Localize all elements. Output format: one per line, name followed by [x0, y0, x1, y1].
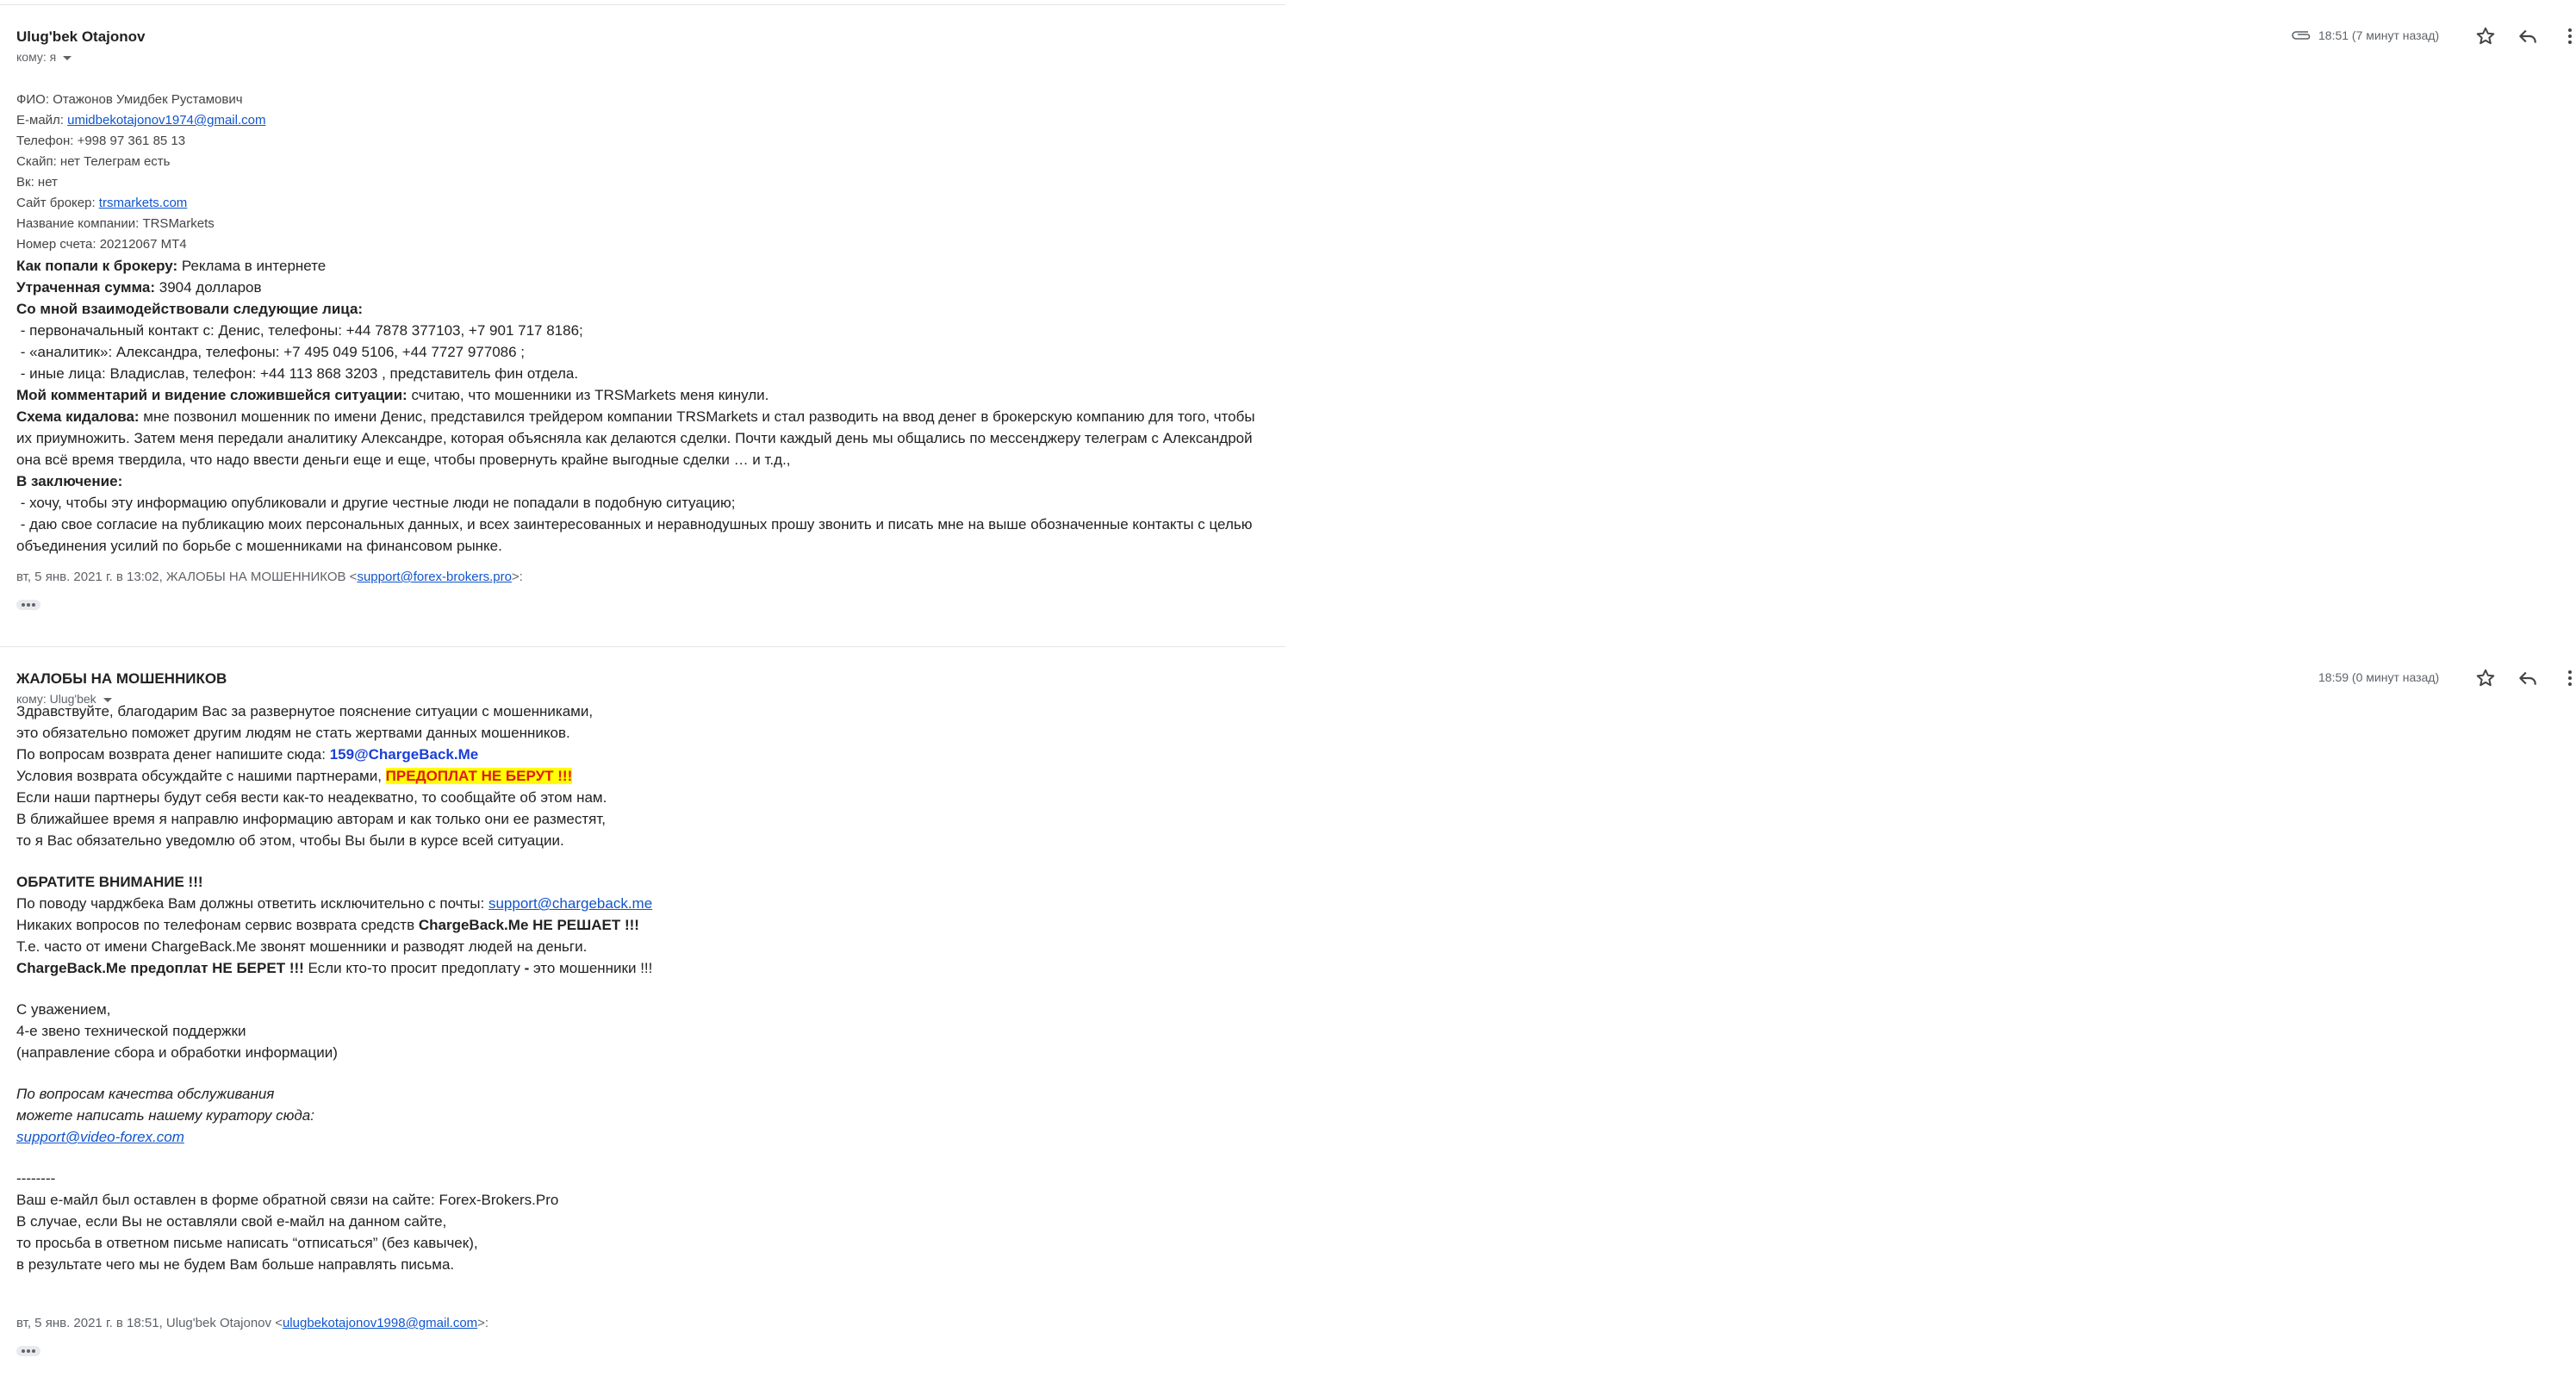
quoted-header: вт, 5 янв. 2021 г. в 13:02, ЖАЛОБЫ НА МОШЕННИКОВ <support@forex-brokers.pro>:: [16, 570, 523, 584]
recipient-label: кому: Ulug'bek: [16, 692, 96, 706]
recipient-label: кому: я: [16, 50, 57, 64]
message-time: 18:59 (0 минут назад): [2318, 670, 2440, 684]
chevron-down-icon[interactable]: [63, 56, 72, 60]
body-line: Т.е. часто от имени ChargeBack.Me звонят мошенники и разводят людей на деньги.: [16, 938, 588, 955]
person-item: - «аналитик»: Александра, телефоны: +7 495 049 5106, +44 7727 977086 ;: [16, 344, 526, 360]
reply-icon[interactable]: [2517, 667, 2539, 689]
signature-line: С уважением,: [16, 1001, 111, 1018]
field-broker-site: Сайт брокер: trsmarkets.com: [16, 196, 188, 210]
video-forex-link[interactable]: support@video-forex.com: [16, 1129, 184, 1145]
field-account: Номер счета: 20212067 MT4: [16, 237, 187, 252]
field-company: Название компании: TRSMarkets: [16, 216, 215, 231]
body-line: По вопросам возврата денег напишите сюда: 159@ChargeBack.Me: [16, 746, 479, 763]
comment: Мой комментарий и видение сложившейся ситуации: считаю, что мошенники из TRSMarkets меня кинули.: [16, 387, 769, 403]
field-skype: Скайп: нет Телеграм есть: [16, 154, 171, 169]
show-trimmed-content-button[interactable]: [16, 1346, 40, 1356]
persons-heading: Со мной взаимодействовали следующие лица:: [16, 301, 364, 317]
email-message-2: [0, 647, 2440, 1389]
person-item: - иные лица: Владислав, телефон: +44 113 868 3203 , представитель фин отдела.: [16, 365, 579, 382]
body-line: это обязательно поможет другим людям не стать жертвами данных мошенников.: [16, 725, 570, 741]
email-message-1: [0, 0, 2440, 646]
body-line: По поводу чарджбека Вам должны ответить исключительно с почты: support@chargeback.me: [16, 895, 653, 912]
field-phone: Телефон: +998 97 361 85 13: [16, 134, 186, 148]
signature-line: (направление сбора и обработки информации): [16, 1044, 338, 1061]
more-options-icon[interactable]: [2564, 25, 2576, 47]
conclusion-item: - даю свое согласие на публикацию моих персональных данных, и всех заинтересованных и неравнодушных прошу звонить и писать мне на выше обозначенные контакты с целью объединения усилий по борьбе с мошенниками на финансовом рынке.: [16, 516, 1257, 554]
broker-site-link[interactable]: trsmarkets.com: [98, 196, 188, 210]
conclusion-item: - хочу, чтобы эту информацию опубликовали и другие честные люди не попадали в подобную ситуацию;: [16, 495, 736, 511]
message-body: [16, 90, 1263, 614]
person-item: - первоначальный контакт с: Денис, телефоны: +44 7878 377103, +7 901 717 8186;: [16, 322, 583, 339]
quoted-email-link[interactable]: ulugbekotajonov1998@gmail.com: [282, 1316, 478, 1330]
body-line: Никаких вопросов по телефонам сервис возврата средств ChargeBack.Me НЕ РЕШАЕТ !!!: [16, 917, 639, 933]
body-line: В ближайшее время я направлю информацию авторам и как только они ее разместят,: [16, 811, 607, 827]
sender-name[interactable]: ЖАЛОБЫ НА МОШЕННИКОВ: [16, 670, 227, 687]
scheme: Схема кидалова: мне позвонил мошенник по имени Денис, представился трейдером компании TRSMarkets и стал разводить на ввод денег в брокерскую компанию для того, чтобы их приумножить. Затем меня передали аналитику Александре, которая объясняла как делаются сделки. Почти каждый день мы общались по мессенджеру телеграм с Александрой она всё время твердила, что надо ввести деньги еще и еще, чтобы провернуть крайне выгодные сделки … и т.д.,: [16, 408, 1255, 468]
body-line: Условия возврата обсуждайте с нашими партнерами, ПРЕДОПЛАТ НЕ БЕРУТ !!!: [16, 768, 573, 784]
quality-line: По вопросам качества обслуживания: [16, 1086, 275, 1102]
sender-name[interactable]: Ulug'bek Otajonov: [16, 28, 146, 45]
recipient-details[interactable]: [16, 50, 72, 64]
quality-line: [16, 1126, 1263, 1148]
signature-line: 4-е звено технической поддержки: [16, 1023, 246, 1039]
attention-heading: ОБРАТИТЕ ВНИМАНИЕ !!!: [16, 874, 203, 890]
quality-line: можете написать нашему куратору сюда:: [16, 1107, 314, 1124]
show-trimmed-content-button[interactable]: [16, 600, 40, 610]
support-chargeback-link[interactable]: support@chargeback.me: [488, 895, 653, 912]
conclusion-heading: В заключение:: [16, 473, 123, 489]
footer-line: В случае, если Вы не оставляли свой е-майл на данном сайте,: [16, 1213, 447, 1230]
field-email: Е-майл: umidbekotajonov1974@gmail.com: [16, 113, 266, 128]
body-line: то я Вас обязательно уведомлю об этом, чтобы Вы были в курсе всей ситуации.: [16, 832, 564, 849]
more-options-icon[interactable]: [2564, 667, 2576, 689]
highlight-no-prepayment: ПРЕДОПЛАТ НЕ БЕРУТ !!!: [385, 768, 573, 784]
footer-line: то просьба в ответном письме написать “отписаться” (без кавычек),: [16, 1235, 478, 1251]
separator-dashes: --------: [16, 1170, 56, 1187]
quoted-header: вт, 5 янв. 2021 г. в 18:51, Ulug'bek Otajonov <ulugbekotajonov1998@gmail.com>:: [16, 1316, 489, 1330]
email-link[interactable]: umidbekotajonov1974@gmail.com: [67, 113, 266, 128]
reply-icon[interactable]: [2517, 25, 2539, 47]
how-found-broker: Как попали к брокеру: Реклама в интернете: [16, 258, 327, 274]
star-icon[interactable]: [2474, 667, 2497, 689]
footer-line: Ваш е-майл был оставлен в форме обратной связи на сайте: Forex-Brokers.Pro: [16, 1192, 559, 1208]
quoted-email-link[interactable]: support@forex-brokers.pro: [357, 570, 512, 584]
field-fio: ФИО: Отажонов Умидбек Рустамович: [16, 92, 243, 107]
message-body: [16, 701, 1263, 1360]
field-vk: Вк: нет: [16, 175, 58, 190]
attachment-icon: [2291, 27, 2312, 44]
body-line: Если наши партнеры будут себя вести как-то неадекватно, то сообщайте об этом нам.: [16, 789, 607, 806]
chargeback-email: 159@ChargeBack.Me: [329, 746, 479, 763]
body-line: ChargeBack.Me предоплат НЕ БЕРЕТ !!! Если кто-то просит предоплату - это мошенники !!!: [16, 960, 653, 976]
body-line: Здравствуйте, благодарим Вас за развернутое пояснение ситуации с мошенниками,: [16, 703, 594, 719]
message-time: 18:51 (7 минут назад): [2318, 28, 2440, 42]
lost-amount: Утраченная сумма: 3904 долларов: [16, 279, 262, 296]
footer-line: в результате чего мы не будем Вам больше направлять письма.: [16, 1256, 455, 1273]
star-icon[interactable]: [2474, 25, 2497, 47]
